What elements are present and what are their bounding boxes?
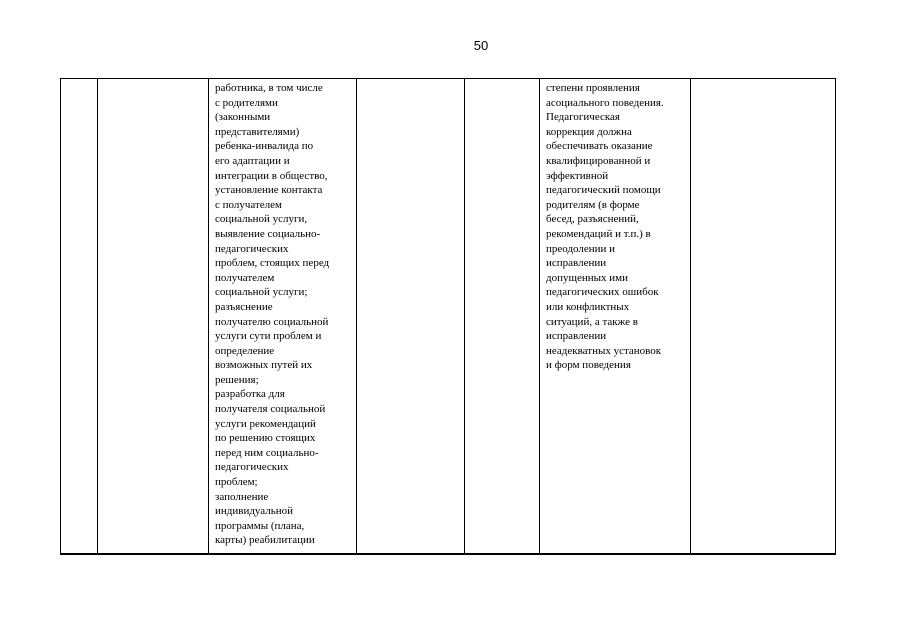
cell-text-line: услуги сути проблем и bbox=[215, 330, 322, 343]
table-cell-timing bbox=[357, 79, 465, 555]
cell-text-line: определение bbox=[215, 344, 275, 357]
cell-text-line: допущенных ими bbox=[546, 271, 628, 284]
cell-text-line: возможных путей их bbox=[215, 359, 313, 372]
table-row bbox=[61, 79, 836, 555]
cell-text-line: установление контакта bbox=[215, 184, 323, 197]
cell-text-line: выявление социально- bbox=[215, 227, 321, 240]
table-cell-service-name bbox=[98, 79, 209, 555]
cell-text-line: рекомендаций и т.п.) в bbox=[546, 227, 651, 240]
table-cell-number bbox=[61, 79, 98, 555]
cell-text-line: интеграции в общество, bbox=[215, 169, 328, 182]
cell-text-line: перед ним социально- bbox=[215, 446, 319, 459]
cell-text-line: заполнение bbox=[215, 490, 269, 503]
cell-text-line: по решению стоящих bbox=[215, 432, 316, 445]
cell-text-line: педагогических bbox=[215, 242, 289, 255]
table-cell-quality-indicators bbox=[540, 79, 691, 555]
cell-text-line: программы (плана, bbox=[215, 519, 305, 532]
page-number: 50 bbox=[473, 38, 489, 53]
cell-text-line: разъяснение bbox=[215, 300, 273, 313]
cell-text-line: социальной услуги; bbox=[215, 286, 308, 299]
cell-text-line: решения; bbox=[215, 373, 259, 386]
cell-text-line: работника, в том числе bbox=[215, 82, 323, 94]
cell-text-line: бесед, разъяснений, bbox=[546, 213, 639, 226]
cell-text-line: неадекватных установок bbox=[546, 344, 662, 357]
cell-text-line: Педагогическая bbox=[546, 111, 620, 124]
cell-text-line: исправлении bbox=[546, 330, 607, 343]
cell-text-line: проблем; bbox=[215, 476, 258, 489]
cell-text-line: с родителями bbox=[215, 96, 278, 109]
cell-text-line: разработка для bbox=[215, 388, 285, 401]
table-cell-conditions bbox=[691, 79, 836, 555]
cell-text-line: и форм поведения bbox=[546, 359, 631, 372]
cell-text-line: проблем, стоящих перед bbox=[215, 257, 330, 270]
table-cell-service-description bbox=[209, 79, 357, 555]
cell-text-line: индивидуальной bbox=[215, 505, 294, 518]
cell-text-line: или конфликтных bbox=[546, 300, 630, 313]
cell-text-line: ребенка-инвалида по bbox=[215, 140, 314, 153]
cell-text-line: ситуаций, а также в bbox=[546, 315, 638, 328]
cell-text-line: педагогических ошибок bbox=[546, 286, 659, 299]
cell-text-line: (законными bbox=[215, 111, 271, 124]
cell-text-line: получателю социальной bbox=[215, 315, 329, 328]
cell-text-line: преодолении и bbox=[546, 242, 616, 255]
cell-text-line: получателем bbox=[215, 271, 275, 284]
cell-text-line: коррекция должна bbox=[546, 125, 632, 138]
cell-text-line: обеспечивать оказание bbox=[546, 140, 653, 153]
cell-text-line: получателя социальной bbox=[215, 403, 326, 416]
cell-text-line: исправлении bbox=[546, 257, 607, 270]
cell-text-line: его адаптации и bbox=[215, 154, 290, 167]
cell-text-line: педагогических bbox=[215, 461, 289, 474]
cell-text-line: с получателем bbox=[215, 198, 283, 211]
table-cell-norm bbox=[465, 79, 540, 555]
cell-text-line: степени проявления bbox=[546, 82, 640, 94]
cell-text-line: эффективной bbox=[546, 169, 609, 182]
cell-text-line: социальной услуги, bbox=[215, 213, 308, 226]
cell-text-line: педагогический помощи bbox=[546, 184, 661, 197]
cell-text-line: родителям (в форме bbox=[546, 198, 640, 211]
document-table bbox=[60, 78, 836, 555]
cell-text-line: услуги рекомендаций bbox=[215, 417, 316, 430]
cell-text-line: карты) реабилитации bbox=[215, 534, 315, 547]
cell-text-line: асоциального поведения. bbox=[546, 96, 664, 109]
cell-text-line: представителями) bbox=[215, 125, 300, 138]
cell-text-line: квалифицированной и bbox=[546, 154, 651, 167]
